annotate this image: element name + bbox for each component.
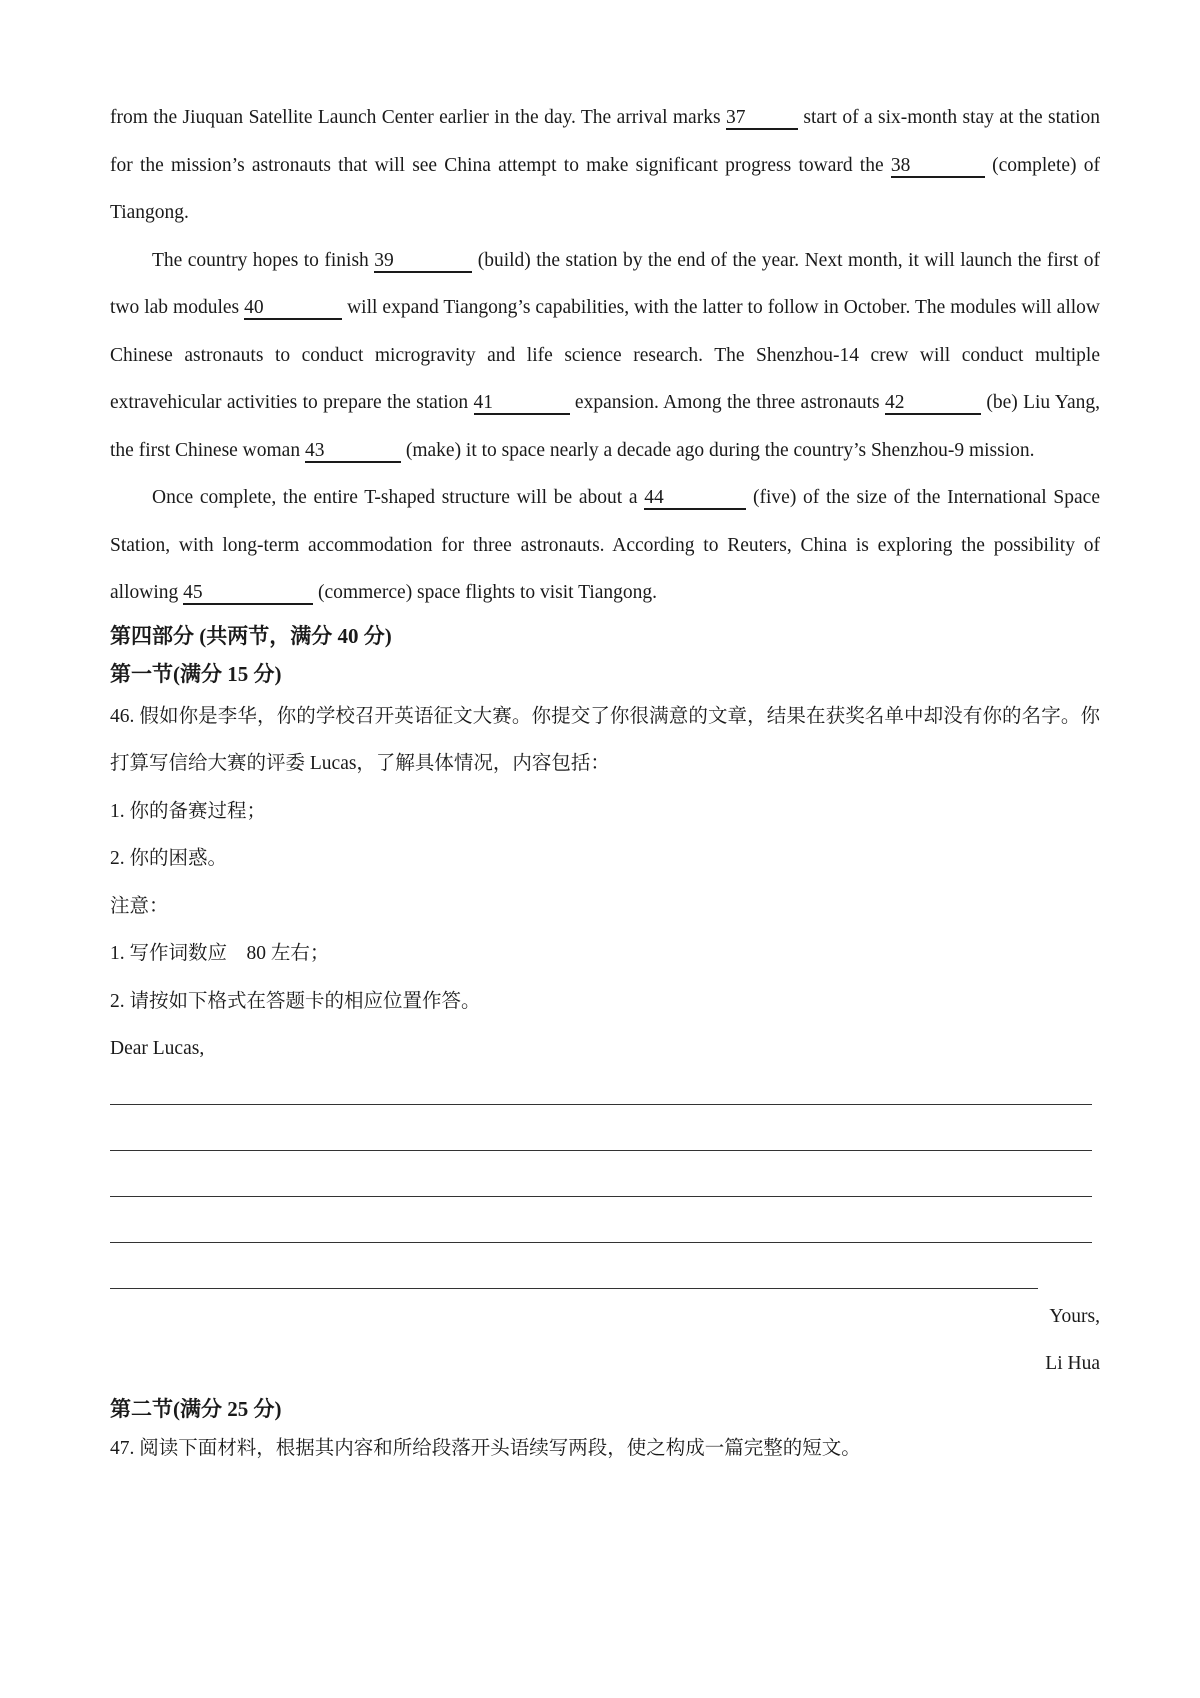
blank-41: 41	[474, 393, 570, 415]
passage-text: expansion. Among the three astronauts	[569, 392, 885, 413]
note-label: 注意：	[110, 895, 169, 917]
requirement-item-2: 2. 你的困惑。	[110, 848, 228, 869]
passage-text: (complete) of Tiangong.	[110, 154, 1100, 223]
note-item-1: 1. 写作词数应 80 左右；	[110, 943, 330, 964]
passage-text: (make) it to space nearly a decade ago during the country’s Shenzhou-9 mission.	[400, 439, 1035, 461]
question-47-prompt: 47. 阅读下面材料，根据其内容和所给段落开头语续写两段，使之构成一篇完整的短文。	[110, 1437, 861, 1459]
passage-paragraph-3	[110, 474, 1100, 617]
blank-44: 44	[644, 488, 746, 510]
writing-line[interactable]	[110, 1105, 1092, 1151]
blank-42: 42	[885, 393, 981, 415]
passage-text: start of a six-month stay at the station for the mission’s astronauts that will see China attempt to make significant progress toward the	[110, 107, 1100, 176]
passage-text: (commerce) space flights to visit Tiangong.	[313, 582, 658, 603]
passage-text: (five) of the size of the International Space Station, with long-term accommodation for three astronauts. According to Reuters, China is exploring the possibility of allowing	[110, 487, 1100, 603]
blank-39: 39	[374, 251, 472, 273]
section1-heading: 第一节(满分 15 分)	[110, 661, 282, 686]
writing-line[interactable]	[110, 1197, 1092, 1243]
passage-text: from the Jiuquan Satellite Launch Center earlier in the day. The arrival marks	[110, 107, 726, 128]
passage-text: will expand Tiangong’s capabilities, with the latter to follow in October. The modules will allow Chinese astronauts to conduct microgravity and life science research. The Shenzhou-14 crew will conduct multiple extravehicular activities to prepare the station	[110, 297, 1100, 413]
section2-heading: 第二节(满分 25 分)	[110, 1396, 282, 1421]
writing-line[interactable]	[110, 1151, 1092, 1197]
passage-text: Once complete, the entire T-shaped structure will be about a	[152, 487, 645, 508]
passage-paragraph-1	[110, 94, 1100, 237]
letter-salutation: Dear Lucas,	[110, 1038, 205, 1059]
letter-closing: Yours,	[1049, 1305, 1100, 1327]
blank-37: 37	[726, 108, 798, 130]
writing-area[interactable]	[110, 1059, 1100, 1289]
blank-38: 38	[891, 156, 985, 178]
part4-heading: 第四部分 (共两节，满分 40 分)	[110, 623, 392, 648]
question-46-prompt: 46. 假如你是李华，你的学校召开英语征文大赛。你提交了你很满意的文章，结果在获奖名单中却没有你的名字。你打算写信给大赛的评委 Lucas，了解具体情况，内容包括：	[110, 705, 1100, 774]
blank-40: 40	[244, 298, 342, 320]
passage-text: (be) Liu Yang, the first Chinese woman	[110, 392, 1100, 461]
passage-text: (build) the station by the end of the year. Next month, it will launch the first of two lab modules	[110, 249, 1101, 318]
requirement-item-1: 1. 你的备赛过程；	[110, 800, 267, 822]
exam-page	[110, 94, 1100, 1470]
writing-line[interactable]	[110, 1243, 1038, 1289]
blank-43: 43	[305, 441, 401, 463]
letter-signature: Li Hua	[1045, 1353, 1100, 1374]
passage-paragraph-2	[110, 237, 1100, 475]
writing-line[interactable]	[110, 1059, 1092, 1105]
blank-45: 45	[183, 583, 313, 605]
passage-text: The country hopes to finish	[152, 249, 375, 271]
note-item-2: 2. 请按如下格式在答题卡的相应位置作答。	[110, 990, 481, 1012]
